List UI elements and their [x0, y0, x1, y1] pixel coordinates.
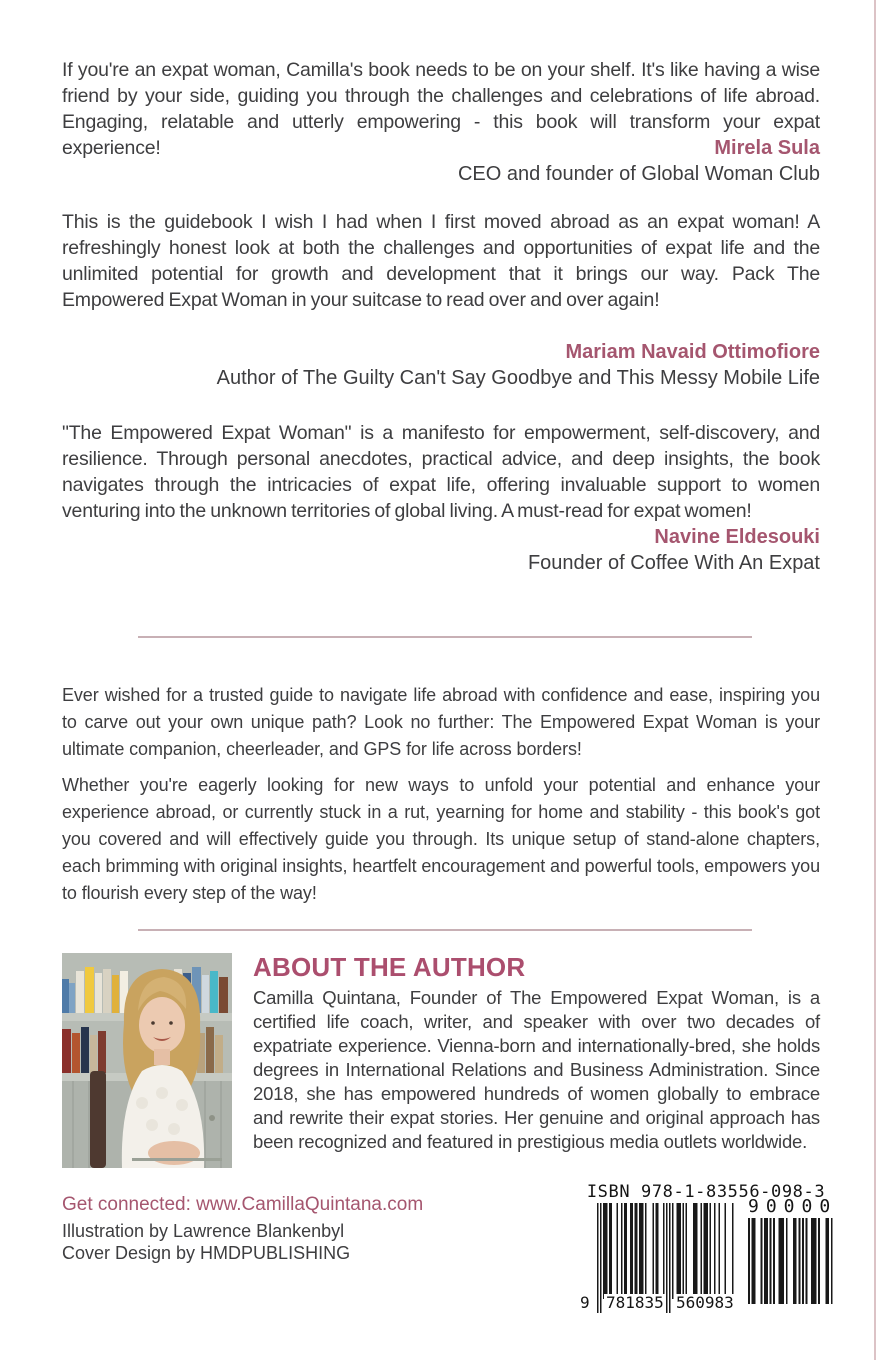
testimonial-role-3: Founder of Coffee With An Expat — [527, 552, 820, 574]
divider-top — [138, 636, 752, 638]
testimonial-name-1: Mirela Sula — [714, 137, 820, 159]
testimonial-name-3: Navine Eldesouki — [654, 526, 820, 548]
about-heading: ABOUT THE AUTHOR — [253, 952, 526, 982]
testimonial-role-2: Author of The Guilty Can't Say Goodbye and This Messy Mobile Life — [216, 367, 820, 389]
author-photo — [62, 953, 232, 1168]
cover-design-credit: Cover Design by HMDPUBLISHING — [62, 1243, 351, 1263]
supplement-digits: 90000 — [748, 1196, 838, 1217]
testimonial-attribution-1 — [62, 57, 820, 187]
barcode-panel — [558, 1176, 860, 1328]
illustration-credit: Illustration by Lawrence Blankenbyl — [62, 1221, 345, 1241]
testimonial-role-1: CEO and founder of Global Woman Club — [457, 163, 820, 185]
divider-bottom — [138, 929, 752, 931]
isbn-label: ISBN 978-1-83556-098-3 — [586, 1182, 826, 1202]
testimonial-quote-1: If you're an expat woman, Camilla's book needs to be on your shelf. It's like having a wise friend by your side, guiding you through the challenges and celebrations of life abroad. Engaging, relatable and utterly empowering - this book will transform your expat experience! — [62, 59, 820, 159]
description-paragraph-2: Whether you're eagerly looking for new ways to unfold your potential and enhance your experience abroad, or currently stuck in a rut, yearning for home and stability - this book's got you covered and will effectively guide you through. Its unique setup of stand-alone chapters, each brimming with original insights, heartfelt encouragement and powerful tools, empowers you to flourish every step of the way! — [62, 775, 821, 903]
website-link: Get connected: www.CamillaQuintana.com — [62, 1194, 424, 1215]
ean5-supplement-barcode — [748, 1218, 833, 1304]
testimonial-name-2: Mariam Navaid Ottimofiore — [565, 341, 820, 363]
testimonial-quote-2: This is the guidebook I wish I had when I first moved abroad as an expat woman! A refreshingly honest look at both the challenges and opportunities of expat life and the unlimited potential for growth and development that it brings our way. Pack The Empowered Expat Woman in your suitcase to read over and over again! — [62, 211, 820, 311]
author-photo-graphic — [62, 953, 232, 1168]
testimonial-quote-3: "The Empowered Expat Woman" is a manifesto for empowerment, self-discovery, and resilience. Through personal anecdotes, practical advice, and deep insights, the book navigates through the intricacies of expat life, offering invaluable support to women venturing into the unknown territories of global living. A must-read for expat women! — [62, 422, 820, 522]
ean13-digit-first: 9 — [580, 1293, 590, 1312]
cover-edge-trim — [874, 0, 876, 1360]
testimonial-attribution-3 — [62, 420, 820, 576]
about-bio: Camilla Quintana, Founder of The Empowered Expat Woman, is a certified life coach, writer, and speaker with over two decades of expatriate experience. Vienna-born and internationally-bred, she holds degrees in International Relations and Business Administration. Since 2018, she has empowered hundreds of women globally to embrace and rewrite their expat stories. Her genuine and original approach has been recognized and featured in prestigious media outlets worldwide. — [253, 987, 820, 1152]
testimonial-attribution-2 — [62, 209, 820, 391]
description-paragraph-1: Ever wished for a trusted guide to navigate life abroad with confidence and ease, inspiring you to carve out your own unique path? Look no further: The Empowered Expat Woman is your ultimate companion, cheerleader, and GPS for life across borders! — [62, 685, 820, 759]
ean13-digits-right-group: 560983 — [676, 1293, 734, 1312]
ean13-digits-left-group: 781835 — [606, 1293, 664, 1312]
